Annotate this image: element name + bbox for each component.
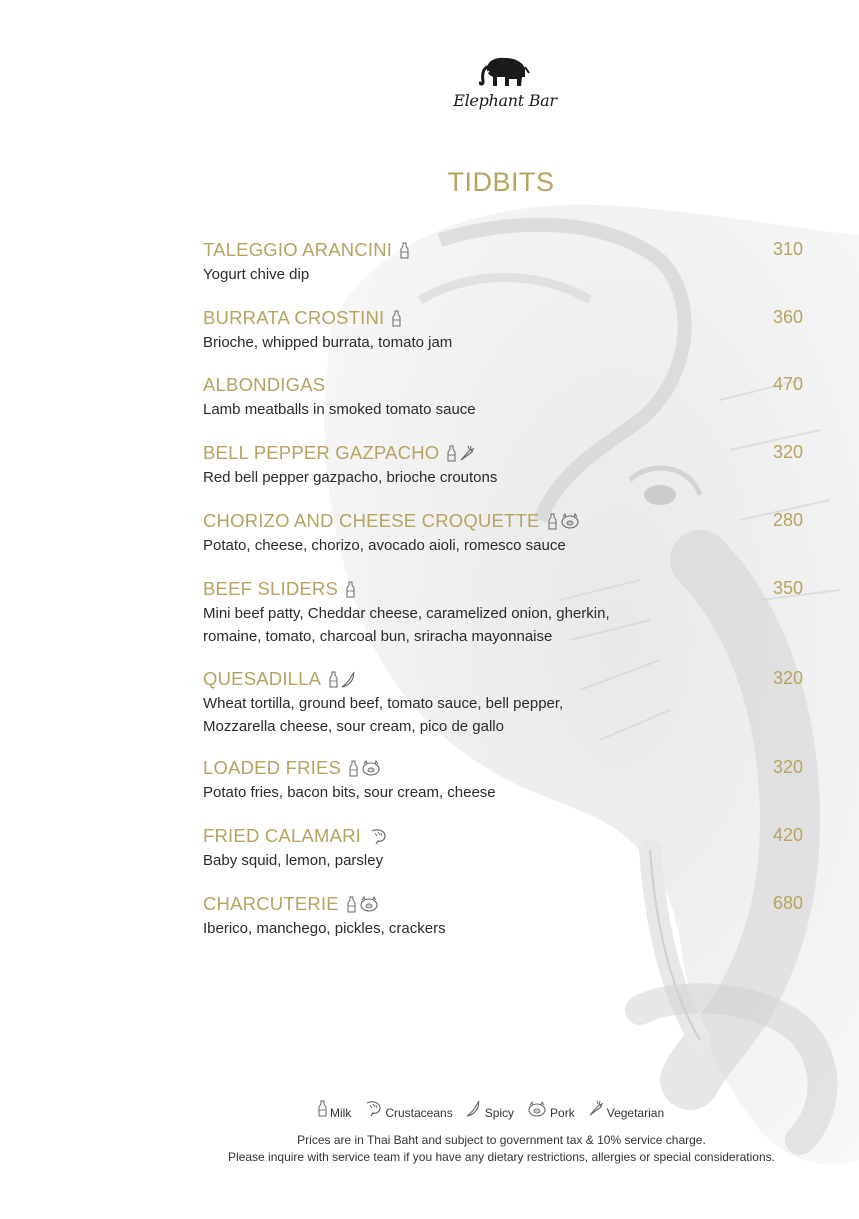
menu-item-name: LOADED FRIES [203,757,342,778]
legend-label: Spicy [484,1106,515,1120]
footer-notes [200,1132,803,1166]
menu-item-price: 420 [772,825,803,845]
menu-item-description: Iberico, manchego, pickles, crackers [203,920,446,937]
vegetarian-icon [588,1100,604,1120]
crustaceans-icon [369,828,387,845]
vegetarian-icon [459,445,475,462]
pork-icon [527,1101,547,1120]
spicy-icon [466,1100,482,1120]
menu-item-price: 320 [772,442,803,462]
menu-item [203,666,803,738]
menu-item-header [203,508,803,534]
menu-item [203,823,803,872]
legend-item [364,1100,452,1120]
menu-item-header [203,305,803,331]
menu-item-name: BELL PEPPER GAZPACHO [203,442,440,463]
milk-icon [329,671,338,688]
menu-item-price: 350 [772,578,803,598]
milk-icon [392,310,401,327]
menu-item-header [203,666,803,692]
milk-icon [548,513,557,530]
milk-icon [347,896,356,913]
menu-item-price: 360 [772,307,803,327]
menu-item-header [203,576,803,602]
dietary-icons [349,760,381,777]
menu-item-description: Yogurt chive dip [203,266,310,283]
legend-item [466,1100,514,1120]
menu-item-description: Potato fries, bacon bits, sour cream, cheese [203,784,496,801]
pork-icon [361,760,381,776]
menu-item-description: Mini beef patty, Cheddar cheese, caramelized onion, gherkin, [203,605,610,622]
dietary-icons [346,581,355,598]
menu-item [203,305,803,354]
menu-item-name: QUESADILLA [203,668,322,689]
legend-item [318,1100,351,1120]
legend-item [588,1100,664,1120]
pork-icon [560,513,580,529]
dietary-icons [369,828,387,845]
menu-item-price: 280 [772,510,803,530]
menu-item-description: romaine, tomato, charcoal bun, sriracha mayonnaise [203,628,553,645]
legend-label: Pork [550,1106,575,1120]
menu-item [203,576,803,648]
menu-item-name: FRIED CALAMARI [203,825,362,846]
menu-item-header [203,372,803,398]
dietary-icons [400,242,409,259]
legend-label: Milk [330,1106,352,1120]
elephant-logo-icon [479,55,531,89]
spicy-icon [341,671,357,688]
menu-item-name: CHORIZO AND CHEESE CROQUETTE [203,510,540,531]
legend-label: Crustaceans [385,1106,453,1120]
menu-item-description: Wheat tortilla, ground beef, tomato sauce, bell pepper, [203,695,564,712]
menu-item-price: 680 [772,893,803,913]
menu-item [203,755,803,804]
menu-item-description: Mozzarella cheese, sour cream, pico de gallo [203,718,504,735]
menu-item-name: ALBONDIGAS [203,374,326,395]
menu-item-name: CHARCUTERIE [203,893,339,914]
milk-icon [349,760,358,777]
legend-label: Vegetarian [606,1106,665,1120]
menu-item [203,508,803,557]
menu-item-name: BEEF SLIDERS [203,578,339,599]
milk-icon [447,445,456,462]
menu-item-header [203,440,803,466]
dietary-note: Please inquire with service team if you have any dietary restrictions, allergies or special considerations. [228,1150,775,1164]
menu-item-description: Baby squid, lemon, parsley [203,852,384,869]
menu-item-name: BURRATA CROSTINI [203,307,385,328]
menu-item-price: 310 [772,239,803,259]
brand-name: Elephant Bar [453,91,557,110]
legend-item [527,1101,575,1120]
dietary-icons [329,671,357,688]
menu-item [203,891,803,940]
dietary-icons [548,513,580,530]
menu-item [203,372,803,421]
menu-item-header [203,237,803,263]
menu-item [203,237,803,286]
menu-item-price: 320 [772,757,803,777]
milk-icon [318,1100,327,1120]
section-title: TIDBITS [447,167,555,197]
allergen-legend [318,1100,698,1120]
menu-item-header [203,755,803,781]
menu-item-name: TALEGGIO ARANCINI [203,239,393,260]
milk-icon [346,581,355,598]
menu-item-price: 320 [772,668,803,688]
menu-item-price: 470 [772,374,803,394]
menu-item-description: Red bell pepper gazpacho, brioche croutons [203,469,498,486]
brand-logo [445,55,565,110]
pork-icon [359,896,379,912]
menu-item [203,440,803,489]
menu-item-description: Lamb meatballs in smoked tomato sauce [203,401,476,418]
menu-item-header [203,891,803,917]
menu-item-description: Brioche, whipped burrata, tomato jam [203,334,453,351]
crustaceans-icon [364,1100,382,1120]
dietary-icons [392,310,401,327]
menu-item-description: Potato, cheese, chorizo, avocado aioli, romesco sauce [203,537,566,554]
dietary-icons [447,445,475,462]
milk-icon [400,242,409,259]
menu-item-header [203,823,803,849]
dietary-icons [347,896,379,913]
price-note: Prices are in Thai Baht and subject to government tax & 10% service charge. [297,1133,706,1147]
